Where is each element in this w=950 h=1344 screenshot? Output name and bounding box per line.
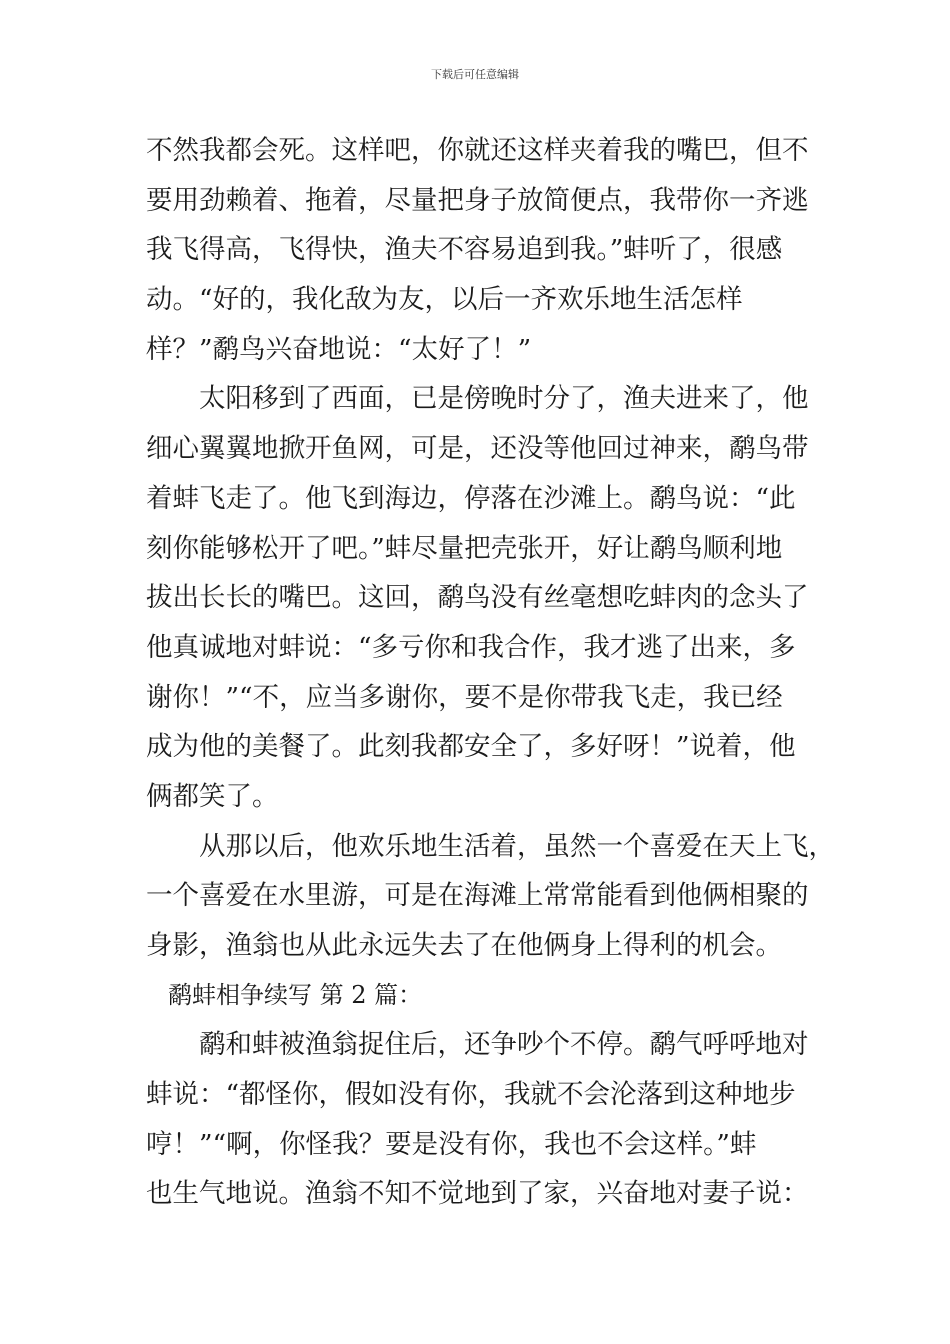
text-line: 鹬和蚌被渔翁捉住后，还争吵个不停。鹬气呼呼地对 [146, 1029, 809, 1061]
text-line: 谢你！”“不，应当多谢你，要不是你带我飞走，我已经 [146, 681, 783, 713]
text-line: 不然我都会死。这样吧，你就还这样夹着我的嘴巴，但不 [146, 135, 809, 166]
text-line: 拔出长长的嘴巴。这回，鹬鸟没有丝毫想吃蚌肉的念头了 [146, 582, 809, 614]
text-line: 我飞得高，飞得快，渔夫不容易追到我。”蚌听了，很感 [146, 234, 783, 266]
text-line: 哼！”“啊，你怪我？要是没有你，我也不会这样。”蚌 [146, 1128, 757, 1160]
text-line: 动。“好的，我化敌为友，以后一齐欢乐地生活怎样 [146, 284, 743, 316]
text-line: 太阳移到了西面，已是傍晚时分了，渔夫进来了，他 [146, 383, 809, 415]
text-line: 他真诚地对蚌说：“多亏你和我合作，我才逃了出来，多 [146, 631, 796, 663]
text-line: 也生气地说。渔翁不知不觉地到了家，兴奋地对妻子说： [146, 1178, 809, 1210]
text-line: 从那以后，他欢乐地生活着，虽然一个喜爱在天上飞， [146, 830, 835, 862]
text-line: 刻你能够松开了吧。”蚌尽量把壳张开，好让鹬鸟顺利地 [146, 532, 783, 564]
text-line: 成为他的美餐了。此刻我都安全了，多好呀！”说着，他 [146, 731, 796, 763]
page-header: 下载后可任意编辑 [431, 68, 519, 81]
text-line: 细心翼翼地掀开鱼网，可是，还没等他回过神来，鹬鸟带 [146, 433, 809, 465]
text-line: 样？”鹬鸟兴奋地说：“太好了！” [146, 333, 532, 365]
section-heading: 鹬蚌相争续写 第 2 篇： [168, 980, 423, 1009]
text-line: 着蚌飞走了。他飞到海边，停落在沙滩上。鹬鸟说：“此 [146, 482, 796, 514]
text-line: 蚌说：“都怪你，假如没有你，我就不会沦落到这种地步 [146, 1079, 796, 1111]
text-line: 要用劲赖着、拖着，尽量把身子放简便点，我带你一齐逃 [146, 184, 809, 216]
text-line: 身影，渔翁也从此永远失去了在他俩身上得利的机会。 [146, 930, 782, 961]
body-text [146, 126, 835, 1219]
text-line: 一个喜爱在水里游，可是在海滩上常常能看到他俩相聚的 [146, 880, 809, 912]
text-line: 俩都笑了。 [146, 780, 279, 812]
